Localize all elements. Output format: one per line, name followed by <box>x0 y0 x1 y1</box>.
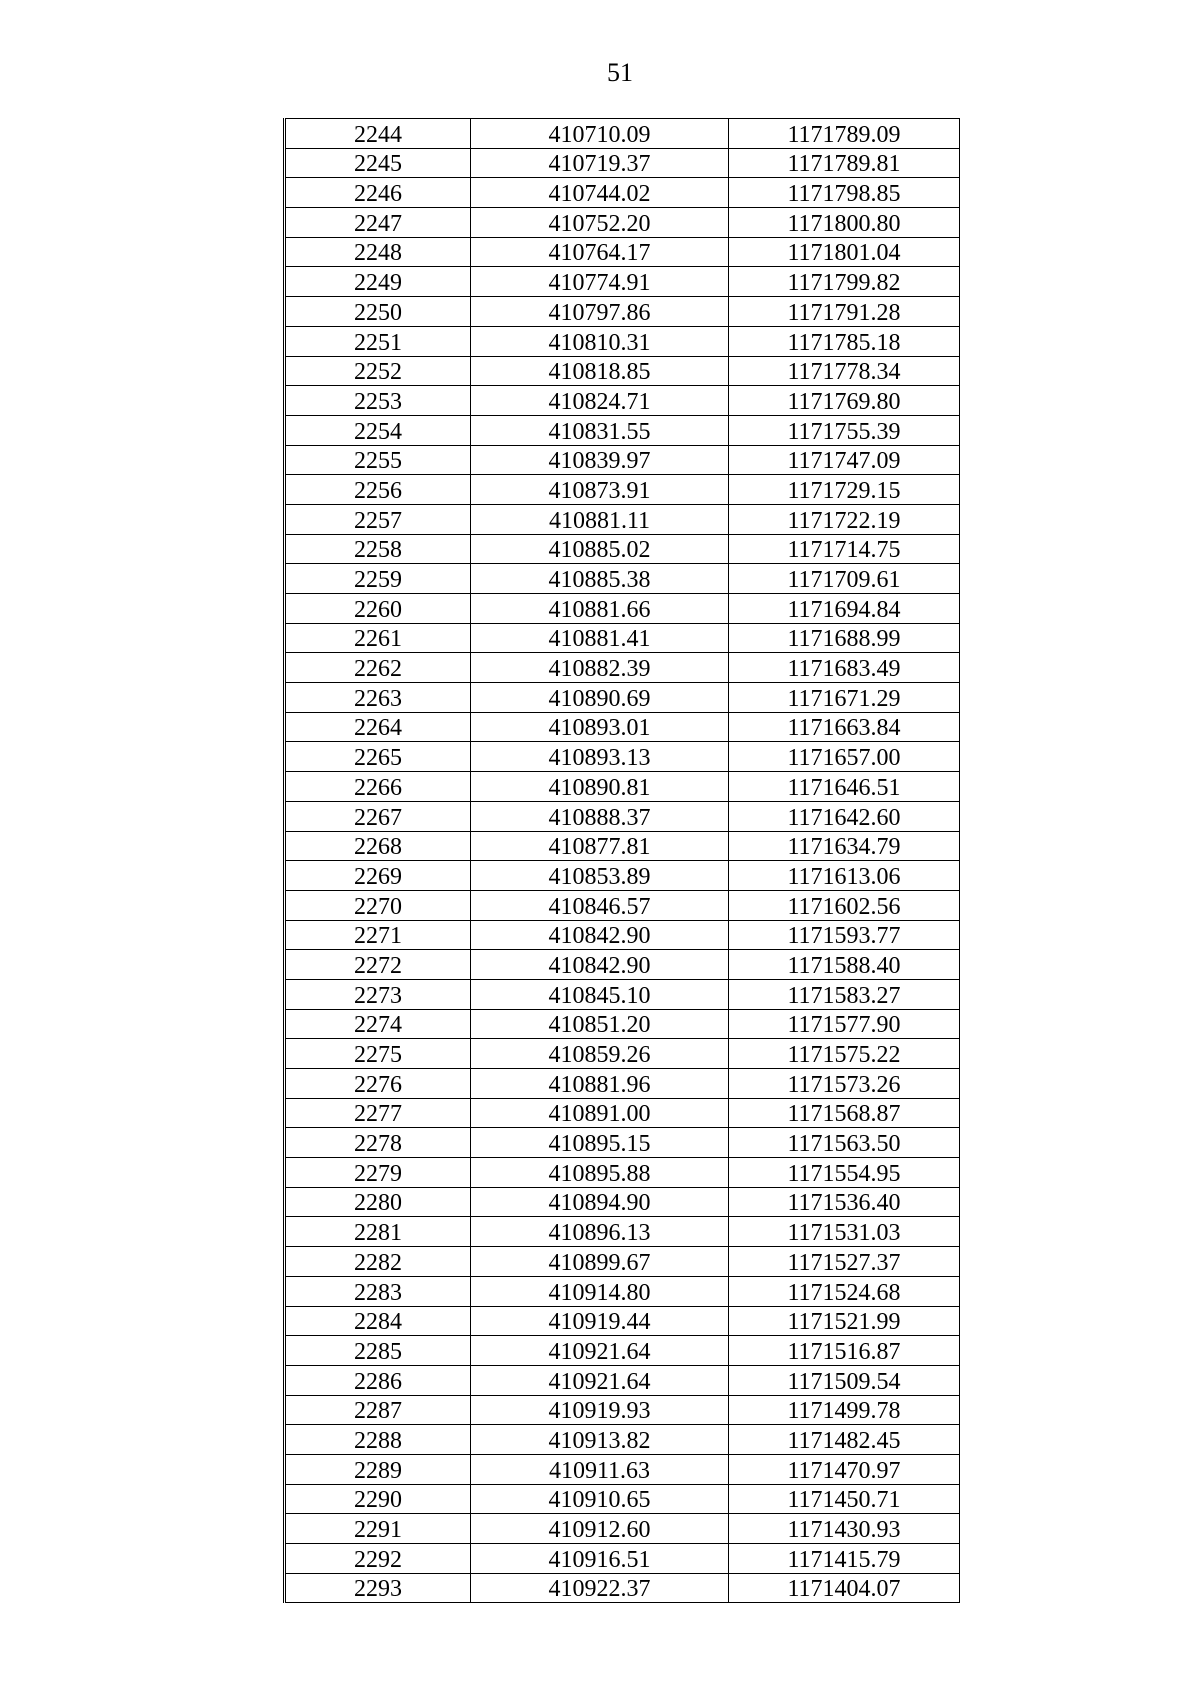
point-number-cell: 2248 <box>285 237 471 267</box>
y-coordinate-cell: 1171785.18 <box>729 326 960 356</box>
x-coordinate-cell: 410797.86 <box>471 297 729 327</box>
table-row <box>285 1336 960 1366</box>
x-coordinate-cell: 410859.26 <box>471 1039 729 1069</box>
y-coordinate-cell: 1171729.15 <box>729 475 960 505</box>
y-coordinate-cell: 1171646.51 <box>729 772 960 802</box>
x-coordinate-cell: 410894.90 <box>471 1187 729 1217</box>
point-number-cell: 2267 <box>285 801 471 831</box>
point-number-cell: 2264 <box>285 712 471 742</box>
table-row <box>285 445 960 475</box>
point-number-cell: 2284 <box>285 1306 471 1336</box>
point-number-cell: 2276 <box>285 1069 471 1099</box>
point-number-cell: 2258 <box>285 534 471 564</box>
point-number-cell: 2246 <box>285 178 471 208</box>
x-coordinate-cell: 410922.37 <box>471 1573 729 1603</box>
y-coordinate-cell: 1171524.68 <box>729 1276 960 1306</box>
point-number-cell: 2249 <box>285 267 471 297</box>
x-coordinate-cell: 410914.80 <box>471 1276 729 1306</box>
x-coordinate-cell: 410744.02 <box>471 178 729 208</box>
x-coordinate-cell: 410919.93 <box>471 1395 729 1425</box>
point-number-cell: 2292 <box>285 1544 471 1574</box>
table-row <box>285 861 960 891</box>
table-row <box>285 178 960 208</box>
point-number-cell: 2272 <box>285 950 471 980</box>
table-row <box>285 504 960 534</box>
point-number-cell: 2283 <box>285 1276 471 1306</box>
y-coordinate-cell: 1171527.37 <box>729 1247 960 1277</box>
x-coordinate-cell: 410842.90 <box>471 920 729 950</box>
y-coordinate-cell: 1171634.79 <box>729 831 960 861</box>
y-coordinate-cell: 1171709.61 <box>729 564 960 594</box>
x-coordinate-cell: 410890.69 <box>471 683 729 713</box>
x-coordinate-cell: 410911.63 <box>471 1454 729 1484</box>
table-row <box>285 1514 960 1544</box>
x-coordinate-cell: 410896.13 <box>471 1217 729 1247</box>
y-coordinate-cell: 1171769.80 <box>729 386 960 416</box>
table-row <box>285 979 960 1009</box>
table-row <box>285 1158 960 1188</box>
y-coordinate-cell: 1171568.87 <box>729 1098 960 1128</box>
x-coordinate-cell: 410921.64 <box>471 1336 729 1366</box>
point-number-cell: 2277 <box>285 1098 471 1128</box>
table-body <box>285 119 960 1603</box>
y-coordinate-cell: 1171499.78 <box>729 1395 960 1425</box>
x-coordinate-cell: 410839.97 <box>471 445 729 475</box>
x-coordinate-cell: 410881.41 <box>471 623 729 653</box>
y-coordinate-cell: 1171747.09 <box>729 445 960 475</box>
y-coordinate-cell: 1171694.84 <box>729 594 960 624</box>
x-coordinate-cell: 410764.17 <box>471 237 729 267</box>
point-number-cell: 2260 <box>285 594 471 624</box>
table-row <box>285 1306 960 1336</box>
table-row <box>285 534 960 564</box>
point-number-cell: 2250 <box>285 297 471 327</box>
point-number-cell: 2263 <box>285 683 471 713</box>
table-row <box>285 356 960 386</box>
table-row <box>285 1484 960 1514</box>
y-coordinate-cell: 1171575.22 <box>729 1039 960 1069</box>
y-coordinate-cell: 1171789.09 <box>729 119 960 149</box>
point-number-cell: 2257 <box>285 504 471 534</box>
x-coordinate-cell: 410895.15 <box>471 1128 729 1158</box>
x-coordinate-cell: 410891.00 <box>471 1098 729 1128</box>
table-row <box>285 119 960 149</box>
y-coordinate-cell: 1171509.54 <box>729 1365 960 1395</box>
y-coordinate-cell: 1171536.40 <box>729 1187 960 1217</box>
y-coordinate-cell: 1171531.03 <box>729 1217 960 1247</box>
point-number-cell: 2293 <box>285 1573 471 1603</box>
x-coordinate-cell: 410719.37 <box>471 148 729 178</box>
y-coordinate-cell: 1171799.82 <box>729 267 960 297</box>
table-row <box>285 1098 960 1128</box>
point-number-cell: 2285 <box>285 1336 471 1366</box>
point-number-cell: 2253 <box>285 386 471 416</box>
y-coordinate-cell: 1171714.75 <box>729 534 960 564</box>
point-number-cell: 2291 <box>285 1514 471 1544</box>
x-coordinate-cell: 410846.57 <box>471 890 729 920</box>
x-coordinate-cell: 410912.60 <box>471 1514 729 1544</box>
x-coordinate-cell: 410893.13 <box>471 742 729 772</box>
x-coordinate-cell: 410882.39 <box>471 653 729 683</box>
table-row <box>285 1009 960 1039</box>
point-number-cell: 2273 <box>285 979 471 1009</box>
coordinates-table <box>283 118 960 1603</box>
table-row <box>285 326 960 356</box>
point-number-cell: 2275 <box>285 1039 471 1069</box>
x-coordinate-cell: 410910.65 <box>471 1484 729 1514</box>
x-coordinate-cell: 410873.91 <box>471 475 729 505</box>
point-number-cell: 2252 <box>285 356 471 386</box>
y-coordinate-cell: 1171516.87 <box>729 1336 960 1366</box>
point-number-cell: 2270 <box>285 890 471 920</box>
y-coordinate-cell: 1171470.97 <box>729 1454 960 1484</box>
point-number-cell: 2274 <box>285 1009 471 1039</box>
table-row <box>285 1544 960 1574</box>
x-coordinate-cell: 410895.88 <box>471 1158 729 1188</box>
table-row <box>285 208 960 238</box>
y-coordinate-cell: 1171683.49 <box>729 653 960 683</box>
y-coordinate-cell: 1171450.71 <box>729 1484 960 1514</box>
point-number-cell: 2278 <box>285 1128 471 1158</box>
table-row <box>285 1217 960 1247</box>
x-coordinate-cell: 410824.71 <box>471 386 729 416</box>
y-coordinate-cell: 1171663.84 <box>729 712 960 742</box>
x-coordinate-cell: 410831.55 <box>471 415 729 445</box>
y-coordinate-cell: 1171798.85 <box>729 178 960 208</box>
table-row <box>285 564 960 594</box>
x-coordinate-cell: 410818.85 <box>471 356 729 386</box>
table-row <box>285 890 960 920</box>
y-coordinate-cell: 1171563.50 <box>729 1128 960 1158</box>
point-number-cell: 2268 <box>285 831 471 861</box>
point-number-cell: 2255 <box>285 445 471 475</box>
table-row <box>285 950 960 980</box>
table-row <box>285 801 960 831</box>
y-coordinate-cell: 1171588.40 <box>729 950 960 980</box>
point-number-cell: 2281 <box>285 1217 471 1247</box>
table-row <box>285 712 960 742</box>
y-coordinate-cell: 1171482.45 <box>729 1425 960 1455</box>
table-row <box>285 653 960 683</box>
point-number-cell: 2288 <box>285 1425 471 1455</box>
y-coordinate-cell: 1171671.29 <box>729 683 960 713</box>
point-number-cell: 2289 <box>285 1454 471 1484</box>
x-coordinate-cell: 410851.20 <box>471 1009 729 1039</box>
x-coordinate-cell: 410881.96 <box>471 1069 729 1099</box>
point-number-cell: 2269 <box>285 861 471 891</box>
table-row <box>285 267 960 297</box>
x-coordinate-cell: 410877.81 <box>471 831 729 861</box>
table-row <box>285 1365 960 1395</box>
point-number-cell: 2290 <box>285 1484 471 1514</box>
y-coordinate-cell: 1171642.60 <box>729 801 960 831</box>
x-coordinate-cell: 410899.67 <box>471 1247 729 1277</box>
table-row <box>285 742 960 772</box>
table-row <box>285 623 960 653</box>
y-coordinate-cell: 1171593.77 <box>729 920 960 950</box>
x-coordinate-cell: 410710.09 <box>471 119 729 149</box>
table-row <box>285 1128 960 1158</box>
table-row <box>285 415 960 445</box>
x-coordinate-cell: 410919.44 <box>471 1306 729 1336</box>
y-coordinate-cell: 1171722.19 <box>729 504 960 534</box>
point-number-cell: 2287 <box>285 1395 471 1425</box>
y-coordinate-cell: 1171573.26 <box>729 1069 960 1099</box>
point-number-cell: 2265 <box>285 742 471 772</box>
x-coordinate-cell: 410888.37 <box>471 801 729 831</box>
x-coordinate-cell: 410890.81 <box>471 772 729 802</box>
point-number-cell: 2256 <box>285 475 471 505</box>
x-coordinate-cell: 410774.91 <box>471 267 729 297</box>
table-row <box>285 1395 960 1425</box>
table-row <box>285 1454 960 1484</box>
point-number-cell: 2266 <box>285 772 471 802</box>
y-coordinate-cell: 1171801.04 <box>729 237 960 267</box>
y-coordinate-cell: 1171404.07 <box>729 1573 960 1603</box>
y-coordinate-cell: 1171415.79 <box>729 1544 960 1574</box>
point-number-cell: 2286 <box>285 1365 471 1395</box>
point-number-cell: 2262 <box>285 653 471 683</box>
y-coordinate-cell: 1171657.00 <box>729 742 960 772</box>
y-coordinate-cell: 1171755.39 <box>729 415 960 445</box>
x-coordinate-cell: 410881.11 <box>471 504 729 534</box>
table-row <box>285 1425 960 1455</box>
point-number-cell: 2282 <box>285 1247 471 1277</box>
y-coordinate-cell: 1171778.34 <box>729 356 960 386</box>
point-number-cell: 2259 <box>285 564 471 594</box>
x-coordinate-cell: 410885.38 <box>471 564 729 594</box>
table-row <box>285 920 960 950</box>
table-row <box>285 683 960 713</box>
x-coordinate-cell: 410810.31 <box>471 326 729 356</box>
table-row <box>285 831 960 861</box>
point-number-cell: 2245 <box>285 148 471 178</box>
y-coordinate-cell: 1171789.81 <box>729 148 960 178</box>
x-coordinate-cell: 410893.01 <box>471 712 729 742</box>
page-number: 51 <box>607 58 633 87</box>
x-coordinate-cell: 410853.89 <box>471 861 729 891</box>
table-row <box>285 237 960 267</box>
table-row <box>285 1187 960 1217</box>
point-number-cell: 2254 <box>285 415 471 445</box>
x-coordinate-cell: 410842.90 <box>471 950 729 980</box>
table-row <box>285 1247 960 1277</box>
point-number-cell: 2261 <box>285 623 471 653</box>
y-coordinate-cell: 1171583.27 <box>729 979 960 1009</box>
point-number-cell: 2247 <box>285 208 471 238</box>
table-row <box>285 1039 960 1069</box>
x-coordinate-cell: 410881.66 <box>471 594 729 624</box>
y-coordinate-cell: 1171521.99 <box>729 1306 960 1336</box>
y-coordinate-cell: 1171602.56 <box>729 890 960 920</box>
table-row <box>285 297 960 327</box>
table-row <box>285 1573 960 1603</box>
table-row <box>285 1069 960 1099</box>
table-row <box>285 1276 960 1306</box>
table-row <box>285 772 960 802</box>
y-coordinate-cell: 1171613.06 <box>729 861 960 891</box>
point-number-cell: 2244 <box>285 119 471 149</box>
table-row <box>285 148 960 178</box>
y-coordinate-cell: 1171577.90 <box>729 1009 960 1039</box>
table-row <box>285 475 960 505</box>
table-row <box>285 386 960 416</box>
y-coordinate-cell: 1171430.93 <box>729 1514 960 1544</box>
y-coordinate-cell: 1171800.80 <box>729 208 960 238</box>
x-coordinate-cell: 410752.20 <box>471 208 729 238</box>
table-row <box>285 594 960 624</box>
x-coordinate-cell: 410916.51 <box>471 1544 729 1574</box>
x-coordinate-cell: 410921.64 <box>471 1365 729 1395</box>
x-coordinate-cell: 410913.82 <box>471 1425 729 1455</box>
point-number-cell: 2251 <box>285 326 471 356</box>
x-coordinate-cell: 410845.10 <box>471 979 729 1009</box>
y-coordinate-cell: 1171554.95 <box>729 1158 960 1188</box>
x-coordinate-cell: 410885.02 <box>471 534 729 564</box>
point-number-cell: 2279 <box>285 1158 471 1188</box>
y-coordinate-cell: 1171791.28 <box>729 297 960 327</box>
point-number-cell: 2271 <box>285 920 471 950</box>
y-coordinate-cell: 1171688.99 <box>729 623 960 653</box>
point-number-cell: 2280 <box>285 1187 471 1217</box>
